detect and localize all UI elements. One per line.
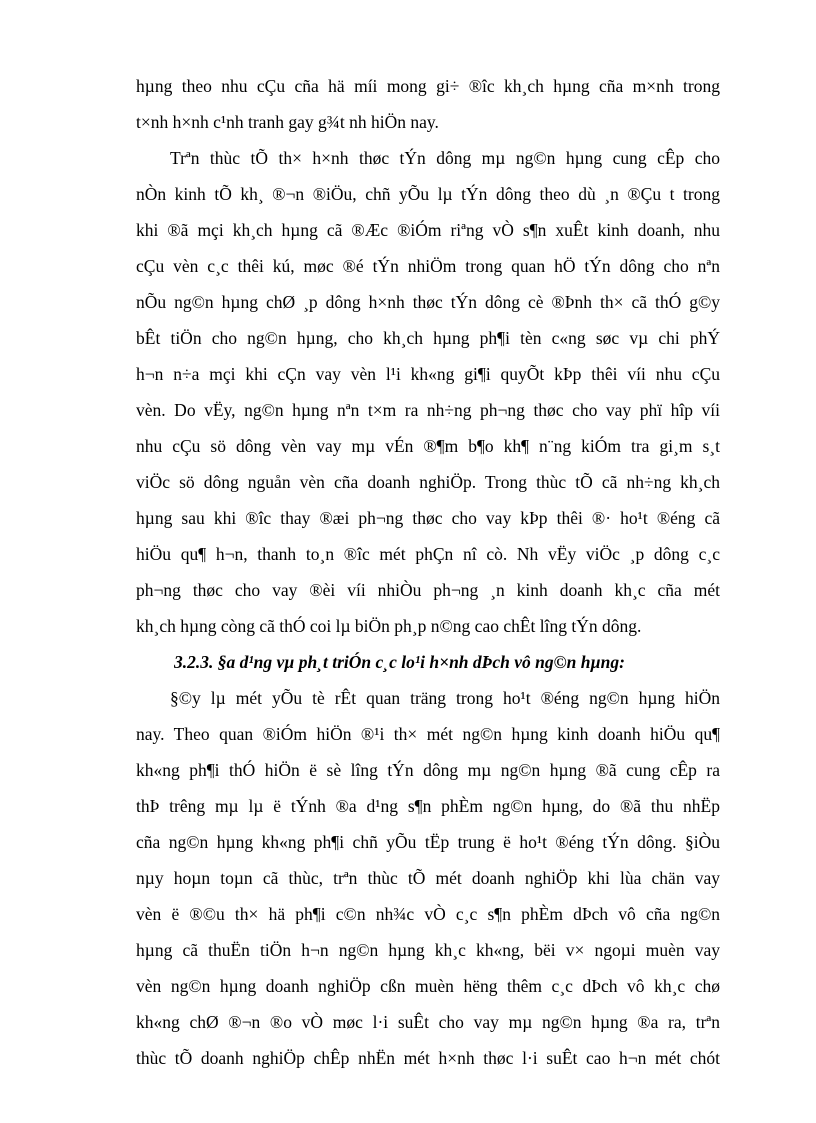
paragraph-line: thùc tÕ doanh nghiÖp chÊp nhËn mét h×nh thøc l·i suÊt cao h¬n mét chót [136, 1048, 720, 1068]
paragraph-line: nÒn kinh tÕ kh¸ ®¬n ®iÖu, chñ yÕu lµ tÝn dông theo dù ¸n ®Çu t trong [136, 184, 720, 204]
paragraph-line: khi ®ã mçi kh¸ch hµng cã ®Æc ®iÓm riªng vÒ s¶n xuÊt kinh doanh, nhu [136, 220, 720, 240]
paragraph-line: Trªn thùc tÕ th× h×nh thøc tÝn dông mµ ng©n hµng cung cÊp cho [170, 148, 720, 168]
paragraph-line: cña ng©n hµng kh«ng ph¶i chñ yÕu tËp trung ë ho¹t ®éng tÝn dông. §iÒu [136, 832, 720, 852]
paragraph-line: bÊt tiÖn cho ng©n hµng, cho kh¸ch hµng ph¶i tèn c«ng søc vµ chi phÝ [136, 328, 720, 348]
paragraph-line: kh«ng ph¶i thÓ hiÖn ë sè lîng tÝn dông mµ ng©n hµng ®ã cung cÊp ra [136, 760, 720, 780]
paragraph-line: ph¬ng thøc cho vay ®èi víi nhiÒu ph¬ng ¸n kinh doanh kh¸c cña mét [136, 580, 720, 600]
section-heading: 3.2.3. §a d¹ng vµ ph¸t triÓn c¸c lo¹i h×nh dÞch vô ng©n hµng: [174, 652, 625, 672]
paragraph-line: nhu cÇu sö dông vèn vay mµ vÉn ®¶m b¶o kh¶ n¨ng kiÓm tra gi¸m s¸t [136, 436, 720, 456]
paragraph-line: nÕu ng©n hµng chØ ¸p dông h×nh thøc tÝn dông cè ®Þnh th× cã thÓ g©y [136, 292, 720, 312]
paragraph-line: cÇu vèn c¸c thêi kú, møc ®é tÝn nhiÖm trong quan hÖ tÝn dông cho nªn [136, 256, 720, 276]
paragraph-line: thÞ trêng mµ lµ ë tÝnh ®a d¹ng s¶n phÈm ng©n hµng, do ®ã thu nhËp [136, 796, 720, 816]
paragraph-line: hµng sau khi ®îc thay ®æi ph¬ng thøc cho vay kÞp thêi ®· ho¹t ®éng cã [136, 508, 720, 528]
paragraph-line: kh¸ch hµng còng cã thÓ coi lµ biÖn ph¸p n©ng cao chÊt lîng tÝn dông. [136, 616, 642, 636]
paragraph-line: nµy hoµn toµn cã thùc, trªn thùc tÕ mét doanh nghiÖp khi lùa chän vay [136, 868, 720, 888]
paragraph-line: vèn ë ®©u th× hä ph¶i c©n nh¾c vÒ c¸c s¶n phÈm dÞch vô cña ng©n [136, 904, 720, 924]
paragraph-line: nay. Theo quan ®iÓm hiÖn ®¹i th× mét ng©n hµng kinh doanh hiÖu qu¶ [136, 724, 720, 744]
paragraph-line: viÖc sö dông nguån vèn cña doanh nghiÖp. Trong thùc tÕ cã nh÷ng kh¸ch [136, 472, 720, 492]
paragraph-line: hiÖu qu¶ h¬n, thanh to¸n ®îc mét phÇn nî cò. Nh vËy viÖc ¸p dông c¸c [136, 544, 720, 564]
paragraph-line: vèn. Do vËy, ng©n hµng nªn t×m ra nh÷ng ph¬ng thøc cho vay phï hîp víi [136, 400, 720, 420]
paragraph-line: vèn ng©n hµng doanh nghiÖp cßn muèn hëng thêm c¸c dÞch vô kh¸c chø [136, 976, 720, 996]
paragraph-line: hµng cã thuËn tiÖn h¬n ng©n hµng kh¸c kh«ng, bëi v× ngoµi muèn vay [136, 940, 720, 960]
paragraph-line: §©y lµ mét yÕu tè rÊt quan träng trong ho¹t ®éng ng©n hµng hiÖn [170, 688, 720, 708]
paragraph-line: hµng theo nhu cÇu cña hä míi mong gi÷ ®îc kh¸ch hµng cña m×nh trong [136, 76, 720, 96]
paragraph-line: h¬n n÷a mçi khi cÇn vay vèn l¹i kh«ng gi¶i quyÕt kÞp thêi víi nhu cÇu [136, 364, 720, 384]
paragraph-line: t×nh h×nh c¹nh tranh gay g¾t nh hiÖn nay. [136, 112, 439, 132]
paragraph-line: kh«ng chØ ®¬n ®o vÒ møc l·i suÊt cho vay mµ ng©n hµng ®a ra, trªn [136, 1012, 720, 1032]
